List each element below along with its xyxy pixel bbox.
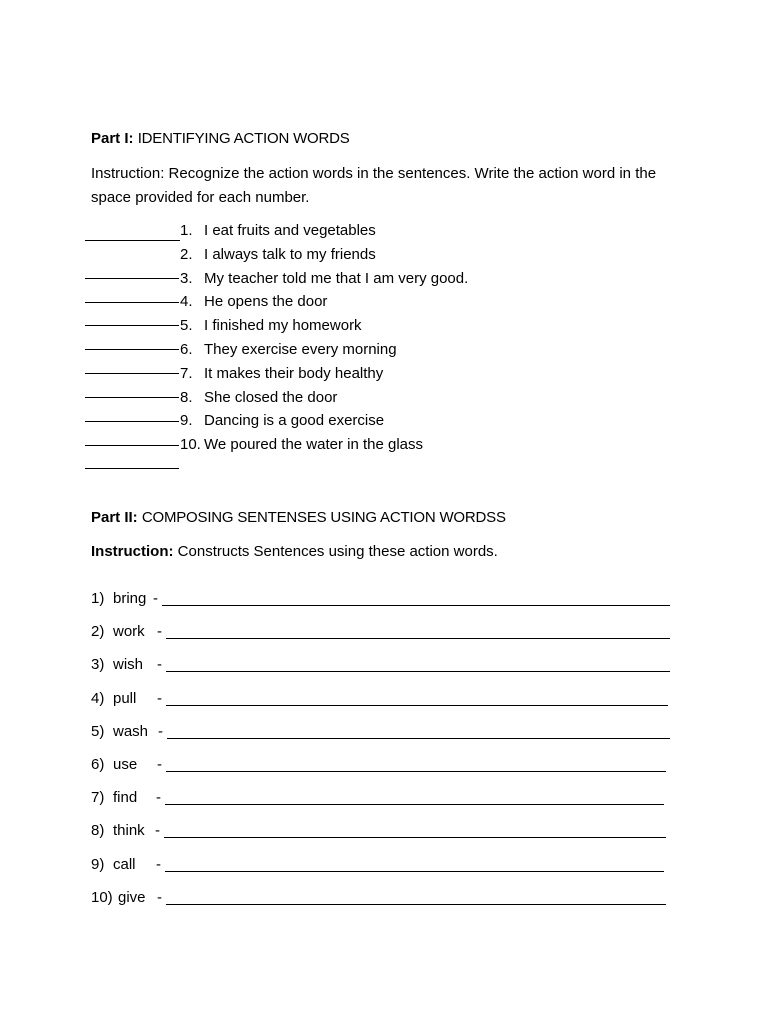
answer-blank-line[interactable] [85, 421, 179, 422]
dash-separator: - [156, 855, 161, 873]
sentence-number: 1) [91, 590, 105, 607]
action-word: find [113, 789, 138, 807]
part1-label: Part I: [91, 130, 134, 147]
question-number: 2. [180, 245, 193, 263]
part1-title: IDENTIFYING ACTION WORDS [137, 130, 350, 147]
sentence-writing-line[interactable] [164, 837, 666, 838]
answer-blank-line[interactable] [85, 325, 179, 326]
sentence-number: 8) [91, 822, 105, 840]
answer-blank-line[interactable] [85, 240, 180, 241]
sentence-item [91, 887, 691, 909]
answer-blank-line[interactable] [85, 397, 179, 398]
answer-blank-line[interactable] [85, 445, 179, 446]
sentence-writing-line[interactable] [166, 705, 668, 706]
sentence-item [91, 621, 691, 643]
question-number: 1. [180, 222, 193, 239]
sentence-writing-line[interactable] [165, 804, 664, 805]
action-word: bring [113, 590, 147, 607]
part1-instruction-label: Instruction: [91, 165, 165, 182]
action-word: call [113, 855, 136, 873]
sentence-item [91, 854, 691, 876]
sentence-writing-line[interactable] [162, 605, 670, 606]
question-text: Dancing is a good exercise [204, 412, 385, 430]
dash-separator: - [157, 756, 162, 773]
sentence-writing-line[interactable] [165, 871, 664, 872]
dash-separator: - [156, 789, 161, 807]
dash-separator: - [157, 656, 162, 674]
sentence-number: 10) [91, 888, 113, 906]
action-word: work [113, 623, 145, 641]
sentence-number: 7) [91, 789, 105, 807]
sentence-item [91, 820, 691, 842]
sentence-writing-line[interactable] [166, 638, 670, 639]
sentence-number: 9) [91, 855, 105, 873]
answer-blank-line[interactable] [85, 302, 179, 303]
question-text: My teacher told me that I am very good. [204, 269, 469, 287]
sentence-item [91, 721, 691, 743]
action-word: think [113, 822, 145, 840]
answer-blank-line[interactable] [85, 373, 179, 374]
part1-instruction-text: Recognize the action words in the sentences. Write the action word in the space provided for each number. [91, 165, 657, 206]
part1-heading [91, 130, 350, 147]
dash-separator: - [157, 689, 162, 707]
sentence-number: 3) [91, 656, 105, 674]
sentence-number: 2) [91, 623, 105, 641]
question-number: 3. [180, 269, 193, 287]
question-text: We poured the water in the glass [204, 436, 424, 454]
sentence-item [91, 688, 691, 710]
part2-title: COMPOSING SENTENSES USING ACTION WORDSS [141, 509, 506, 526]
dash-separator: - [158, 722, 163, 740]
sentence-item [91, 754, 691, 776]
dash-separator: - [157, 888, 162, 906]
part2-instruction-label: Instruction: [91, 543, 174, 560]
question-text: I always talk to my friends [204, 245, 376, 263]
dash-separator: - [157, 623, 162, 641]
sentence-item [91, 588, 691, 610]
action-word: give [118, 888, 146, 906]
question-number: 8. [180, 388, 193, 406]
question-number: 5. [180, 317, 193, 335]
question-text: He opens the door [204, 293, 328, 311]
part1-instruction [91, 162, 691, 210]
question-text: It makes their body healthy [204, 364, 384, 382]
question-number: 4. [180, 293, 193, 311]
action-word: wash [113, 722, 149, 740]
part2-instruction-text: Constructs Sentences using these action words. [177, 543, 498, 560]
question-text: She closed the door [204, 388, 338, 406]
answer-blank-line[interactable] [85, 349, 179, 350]
action-word: wish [113, 656, 144, 674]
dash-separator: - [155, 822, 160, 840]
question-number: 10. [180, 436, 201, 454]
sentence-number: 4) [91, 689, 105, 707]
question-number: 7. [180, 364, 193, 382]
question-text: I finished my homework [204, 317, 362, 335]
question-number: 6. [180, 341, 193, 358]
sentence-number: 5) [91, 722, 105, 740]
answer-blank-line[interactable] [85, 278, 179, 279]
sentence-item [91, 654, 691, 676]
action-word: pull [113, 689, 137, 707]
part2-label: Part II: [91, 509, 138, 526]
question-text: They exercise every morning [204, 341, 397, 358]
sentence-item [91, 787, 691, 809]
part2-instruction [91, 540, 691, 564]
question-text: I eat fruits and vegetables [204, 222, 376, 239]
sentence-writing-line[interactable] [167, 738, 670, 739]
dash-separator: - [153, 590, 158, 607]
question-number: 9. [180, 412, 193, 430]
sentence-writing-line[interactable] [166, 771, 666, 772]
part2-heading [91, 509, 506, 526]
answer-blank-line[interactable] [85, 468, 179, 469]
sentence-writing-line[interactable] [166, 671, 670, 672]
sentence-writing-line[interactable] [166, 904, 666, 905]
action-word: use [113, 756, 138, 773]
sentence-number: 6) [91, 756, 105, 773]
